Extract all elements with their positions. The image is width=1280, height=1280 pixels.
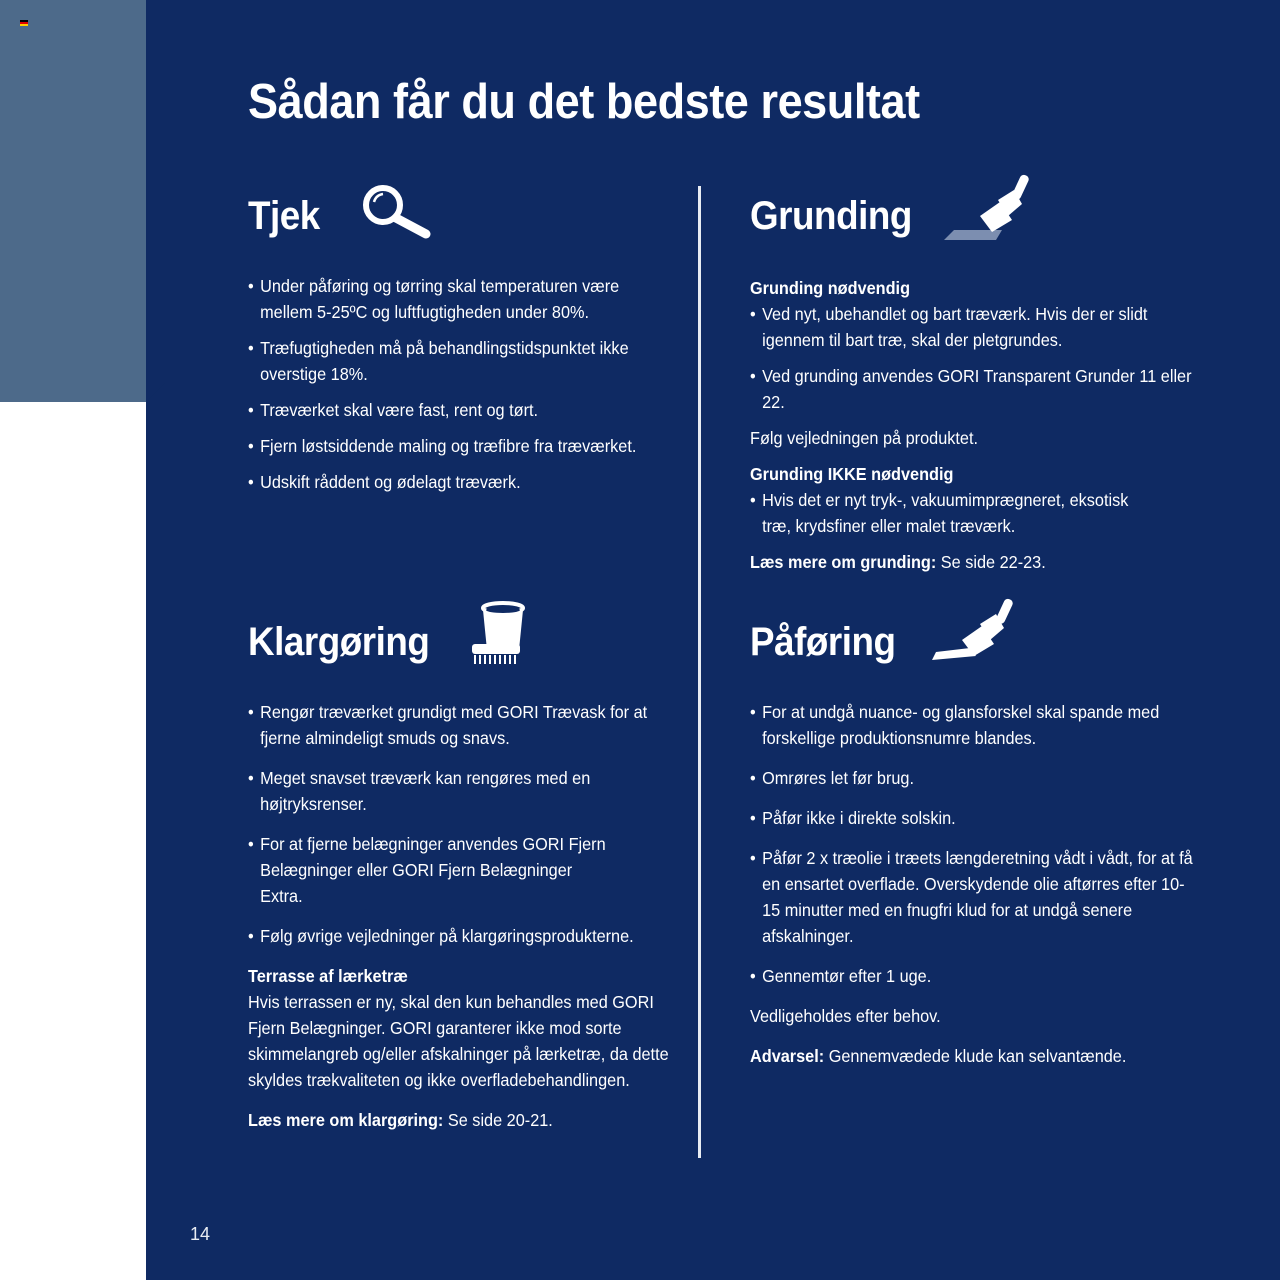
side-color-band xyxy=(0,0,165,402)
list-item: • For at fjerne belægninger anvendes GORI Fjern Belægninger eller GORI Fjern Belægninger Extra. xyxy=(248,831,613,909)
panel-notch xyxy=(146,383,165,402)
list-item: • Påfør ikke i direkte solskin. xyxy=(750,805,1196,831)
list-item: • Ved grunding anvendes GORI Transparent Grunder 11 eller 22. xyxy=(750,363,1215,415)
list-item: • Udskift råddent og ødelagt træværk. xyxy=(248,469,676,495)
list-item: • Træfugtigheden må på behandlingstidspunktet ikke overstige 18%. xyxy=(248,335,676,387)
list-item: • Følg øvrige vejledninger på klargøringsprodukterne. xyxy=(248,923,676,949)
column-divider xyxy=(698,186,701,1158)
bucket-brush-icon xyxy=(468,600,538,670)
paragraph: Følg vejledningen på produktet. xyxy=(750,428,978,448)
paforing-body xyxy=(750,699,1196,1079)
flag-icon xyxy=(20,20,28,26)
paint-brush-icon xyxy=(942,172,1038,244)
warning xyxy=(750,1043,1196,1069)
read-more-label: Læs mere om grunding: xyxy=(750,552,937,572)
list-item: • Påfør 2 x træolie i træets længderetning vådt i vådt, for at få en ensartet overflade. Overskydende olie aftørres efter 10-15 minutter med en fnugfri klud for at undgå senere afskalninger. xyxy=(750,845,1199,949)
warning-text: Gennemvædede klude kan selvantænde. xyxy=(824,1046,1127,1066)
section-tjek xyxy=(248,196,688,236)
tjek-body xyxy=(248,273,676,505)
page-title: Sådan får du det bedste resultat xyxy=(248,75,920,129)
subheading: Terrasse af lærketræ xyxy=(248,966,408,986)
klargoring-body xyxy=(248,699,676,1143)
read-more-label: Læs mere om klargøring: xyxy=(248,1110,444,1130)
paragraph: Hvis terrassen er ny, skal den kun behandles med GORI Fjern Belægninger. GORI garanterer ikke mod sorte skimmelangreb og/eller afskalninger på lærketræ, da dette skyldes trækvaliteten og ikke overfladebehandlingen. xyxy=(248,992,669,1090)
subheading: Grunding IKKE nødvendig xyxy=(750,464,954,484)
section-heading-tjek: Tjek xyxy=(248,194,320,238)
list-item: • Omrøres let før brug. xyxy=(750,765,1196,791)
list-item: • Meget snavset træværk kan rengøres med en højtryksrenser. xyxy=(248,765,595,817)
subheading: Grunding nødvendig xyxy=(750,278,911,298)
read-more xyxy=(248,1107,676,1133)
list-item: • Rengør træværket grundigt med GORI Trævask for at fjerne almindeligt smuds og snavs. xyxy=(248,699,676,751)
page-number: 14 xyxy=(190,1224,211,1244)
list-item: • Gennemtør efter 1 uge. xyxy=(750,963,1196,989)
grunding-body xyxy=(750,275,1215,585)
paint-brush-icon xyxy=(930,596,1026,668)
read-more xyxy=(750,549,1215,575)
section-heading-paforing: Påføring xyxy=(750,620,896,664)
list-item: • Under påføring og tørring skal temperaturen være mellem 5-25ºC og luftfugtigheden under 80%. xyxy=(248,273,676,325)
magnifier-icon xyxy=(360,182,434,240)
section-heading-grunding: Grunding xyxy=(750,194,912,238)
list-item: • Hvis det er nyt tryk-, vakuumimprægneret, eksotisk træ, krydsfiner eller malet træværk. xyxy=(750,487,1153,539)
warning-label: Advarsel: xyxy=(750,1046,825,1066)
section-heading-klargoring: Klargøring xyxy=(248,620,430,664)
list-item: • For at undgå nuance- og glansforskel skal spande med forskellige produktionsnumre blandes. xyxy=(750,699,1162,751)
list-item: • Ved nyt, ubehandlet og bart træværk. Hvis der er slidt igennem til bart træ, skal der pletgrundes. xyxy=(750,301,1171,353)
list-item: • Træværket skal være fast, rent og tørt. xyxy=(248,397,676,423)
list-item: • Fjern løstsiddende maling og træfibre fra træværket. xyxy=(248,433,676,459)
read-more-text: Se side 20-21. xyxy=(443,1110,553,1130)
paragraph: Vedligeholdes efter behov. xyxy=(750,1006,941,1026)
read-more-text: Se side 22-23. xyxy=(936,552,1046,572)
